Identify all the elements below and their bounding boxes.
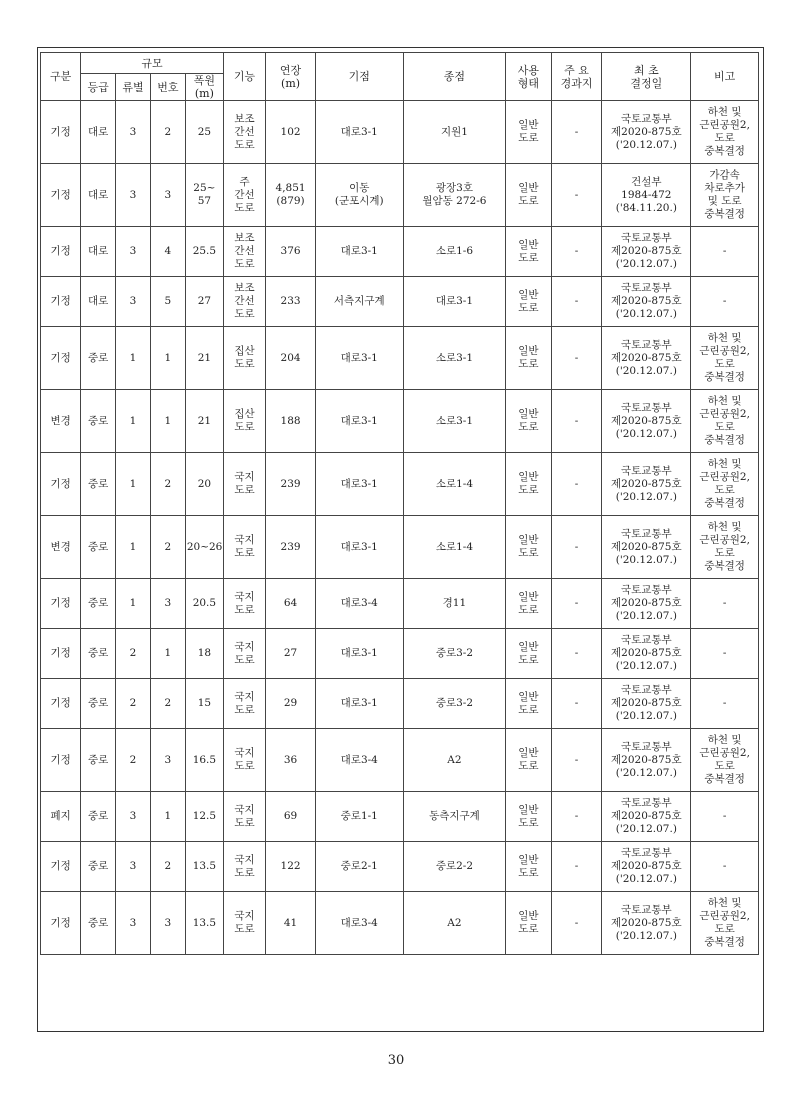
cell-width: 21 xyxy=(185,390,223,453)
cell-via: - xyxy=(551,516,602,579)
cell-end: 대로3-1 xyxy=(403,277,506,327)
cell-length: 188 xyxy=(266,390,316,453)
cell-end: A2 xyxy=(403,729,506,792)
cell-function: 국지 도로 xyxy=(223,892,265,955)
cell-length: 204 xyxy=(266,327,316,390)
cell-via: - xyxy=(551,729,602,792)
cell-width: 13.5 xyxy=(185,842,223,892)
cell-start: 대로3-1 xyxy=(315,227,403,277)
cell-division: 기정 xyxy=(41,579,81,629)
cell-start: 대로3-1 xyxy=(315,101,403,164)
cell-number: 3 xyxy=(150,164,185,227)
header-start: 기점 xyxy=(315,53,403,101)
cell-grade: 대로 xyxy=(81,164,116,227)
cell-decision: 국토교통부 제2020-875호 ('20.12.07.) xyxy=(602,390,691,453)
cell-type: 1 xyxy=(116,516,151,579)
cell-type: 3 xyxy=(116,101,151,164)
cell-function: 집산 도로 xyxy=(223,390,265,453)
cell-usage: 일반 도로 xyxy=(506,277,551,327)
cell-grade: 중로 xyxy=(81,892,116,955)
page-number: 30 xyxy=(387,1053,405,1068)
cell-number: 5 xyxy=(150,277,185,327)
table-row xyxy=(41,729,759,792)
header-number: 번호 xyxy=(150,74,185,101)
cell-via: - xyxy=(551,842,602,892)
cell-type: 2 xyxy=(116,729,151,792)
cell-division: 기정 xyxy=(41,277,81,327)
cell-start: 서측지구계 xyxy=(315,277,403,327)
cell-via: - xyxy=(551,629,602,679)
cell-function: 국지 도로 xyxy=(223,629,265,679)
cell-decision: 국토교통부 제2020-875호 ('20.12.07.) xyxy=(602,327,691,390)
cell-length: 64 xyxy=(266,579,316,629)
cell-function: 국지 도로 xyxy=(223,679,265,729)
cell-width: 15 xyxy=(185,679,223,729)
cell-division: 기정 xyxy=(41,101,81,164)
cell-type: 1 xyxy=(116,453,151,516)
cell-remarks: - xyxy=(691,277,759,327)
cell-via: - xyxy=(551,327,602,390)
cell-decision: 국토교통부 제2020-875호 ('20.12.07.) xyxy=(602,516,691,579)
cell-decision: 국토교통부 제2020-875호 ('20.12.07.) xyxy=(602,842,691,892)
cell-end: 지원1 xyxy=(403,101,506,164)
cell-length: 27 xyxy=(266,629,316,679)
cell-remarks: 하천 및 근린공원2, 도로 중복결정 xyxy=(691,327,759,390)
cell-length: 233 xyxy=(266,277,316,327)
cell-remarks: 하천 및 근린공원2, 도로 중복결정 xyxy=(691,453,759,516)
cell-length: 239 xyxy=(266,453,316,516)
cell-grade: 대로 xyxy=(81,227,116,277)
cell-remarks: 하천 및 근린공원2, 도로 중복결정 xyxy=(691,516,759,579)
cell-division: 기정 xyxy=(41,679,81,729)
cell-division: 기정 xyxy=(41,227,81,277)
cell-division: 폐지 xyxy=(41,792,81,842)
cell-remarks: - xyxy=(691,227,759,277)
cell-remarks: 하천 및 근린공원2, 도로 중복결정 xyxy=(691,892,759,955)
cell-width: 16.5 xyxy=(185,729,223,792)
cell-end: 경11 xyxy=(403,579,506,629)
cell-width: 18 xyxy=(185,629,223,679)
cell-number: 4 xyxy=(150,227,185,277)
cell-via: - xyxy=(551,679,602,729)
cell-end: 중로2-2 xyxy=(403,842,506,892)
cell-width: 20.5 xyxy=(185,579,223,629)
cell-number: 2 xyxy=(150,516,185,579)
cell-length: 69 xyxy=(266,792,316,842)
cell-width: 20 xyxy=(185,453,223,516)
header-scale: 규모 xyxy=(81,53,224,74)
cell-end: 소로3-1 xyxy=(403,390,506,453)
cell-decision: 국토교통부 제2020-875호 ('20.12.07.) xyxy=(602,101,691,164)
header-function: 기능 xyxy=(223,53,265,101)
cell-number: 2 xyxy=(150,842,185,892)
cell-remarks: - xyxy=(691,629,759,679)
table-row xyxy=(41,164,759,227)
cell-width: 25.5 xyxy=(185,227,223,277)
cell-function: 주 간선 도로 xyxy=(223,164,265,227)
cell-function: 보조 간선 도로 xyxy=(223,277,265,327)
table-row xyxy=(41,792,759,842)
header-type: 류별 xyxy=(116,74,151,101)
cell-division: 기정 xyxy=(41,842,81,892)
cell-start: 대로3-1 xyxy=(315,453,403,516)
cell-grade: 중로 xyxy=(81,629,116,679)
cell-grade: 대로 xyxy=(81,277,116,327)
cell-usage: 일반 도로 xyxy=(506,729,551,792)
cell-usage: 일반 도로 xyxy=(506,579,551,629)
cell-length: 102 xyxy=(266,101,316,164)
cell-grade: 중로 xyxy=(81,453,116,516)
cell-end: 소로1-4 xyxy=(403,516,506,579)
cell-decision: 국토교통부 제2020-875호 ('20.12.07.) xyxy=(602,277,691,327)
cell-type: 1 xyxy=(116,390,151,453)
cell-division: 변경 xyxy=(41,516,81,579)
cell-width: 25~ 57 xyxy=(185,164,223,227)
cell-start: 대로3-4 xyxy=(315,892,403,955)
cell-function: 국지 도로 xyxy=(223,729,265,792)
cell-usage: 일반 도로 xyxy=(506,327,551,390)
table-row xyxy=(41,892,759,955)
cell-decision: 건설부 1984-472 ('84.11.20.) xyxy=(602,164,691,227)
cell-start: 대로3-4 xyxy=(315,729,403,792)
cell-usage: 일반 도로 xyxy=(506,629,551,679)
cell-via: - xyxy=(551,101,602,164)
cell-start: 대로3-1 xyxy=(315,327,403,390)
cell-usage: 일반 도로 xyxy=(506,227,551,277)
cell-number: 1 xyxy=(150,390,185,453)
cell-number: 2 xyxy=(150,453,185,516)
cell-type: 2 xyxy=(116,679,151,729)
cell-length: 36 xyxy=(266,729,316,792)
cell-end: 중로3-2 xyxy=(403,679,506,729)
cell-via: - xyxy=(551,390,602,453)
cell-remarks: - xyxy=(691,579,759,629)
cell-decision: 국토교통부 제2020-875호 ('20.12.07.) xyxy=(602,892,691,955)
cell-grade: 중로 xyxy=(81,792,116,842)
road-table xyxy=(40,52,759,955)
cell-grade: 중로 xyxy=(81,390,116,453)
cell-usage: 일반 도로 xyxy=(506,892,551,955)
cell-number: 1 xyxy=(150,327,185,390)
cell-remarks: 하천 및 근린공원2, 도로 중복결정 xyxy=(691,101,759,164)
header-remarks: 비고 xyxy=(691,53,759,101)
cell-start: 중로2-1 xyxy=(315,842,403,892)
table-row xyxy=(41,101,759,164)
table-row xyxy=(41,629,759,679)
cell-function: 국지 도로 xyxy=(223,579,265,629)
cell-start: 대로3-1 xyxy=(315,390,403,453)
cell-number: 3 xyxy=(150,579,185,629)
cell-grade: 대로 xyxy=(81,101,116,164)
cell-type: 1 xyxy=(116,579,151,629)
cell-function: 국지 도로 xyxy=(223,792,265,842)
cell-grade: 중로 xyxy=(81,579,116,629)
cell-length: 41 xyxy=(266,892,316,955)
table-row xyxy=(41,679,759,729)
cell-grade: 중로 xyxy=(81,516,116,579)
cell-division: 변경 xyxy=(41,390,81,453)
cell-number: 3 xyxy=(150,892,185,955)
header-grade: 등급 xyxy=(81,74,116,101)
cell-function: 집산 도로 xyxy=(223,327,265,390)
cell-type: 3 xyxy=(116,792,151,842)
header-decision: 최 초 결정일 xyxy=(602,53,691,101)
cell-usage: 일반 도로 xyxy=(506,792,551,842)
cell-width: 12.5 xyxy=(185,792,223,842)
cell-type: 3 xyxy=(116,892,151,955)
cell-length: 122 xyxy=(266,842,316,892)
cell-length: 239 xyxy=(266,516,316,579)
cell-via: - xyxy=(551,892,602,955)
cell-usage: 일반 도로 xyxy=(506,679,551,729)
cell-end: 광장3호 월암동 272-6 xyxy=(403,164,506,227)
cell-remarks: - xyxy=(691,842,759,892)
cell-decision: 국토교통부 제2020-875호 ('20.12.07.) xyxy=(602,729,691,792)
cell-start: 대로3-1 xyxy=(315,679,403,729)
cell-remarks: 하천 및 근린공원2, 도로 중복결정 xyxy=(691,729,759,792)
cell-usage: 일반 도로 xyxy=(506,453,551,516)
table-row xyxy=(41,227,759,277)
cell-usage: 일반 도로 xyxy=(506,842,551,892)
cell-length: 376 xyxy=(266,227,316,277)
cell-number: 2 xyxy=(150,101,185,164)
cell-function: 국지 도로 xyxy=(223,842,265,892)
cell-decision: 국토교통부 제2020-875호 ('20.12.07.) xyxy=(602,453,691,516)
cell-grade: 중로 xyxy=(81,679,116,729)
header-usage: 사용 형태 xyxy=(506,53,551,101)
cell-end: A2 xyxy=(403,892,506,955)
cell-end: 소로3-1 xyxy=(403,327,506,390)
cell-remarks: - xyxy=(691,679,759,729)
header-division: 구분 xyxy=(41,53,81,101)
cell-grade: 중로 xyxy=(81,729,116,792)
cell-remarks: - xyxy=(691,792,759,842)
cell-decision: 국토교통부 제2020-875호 ('20.12.07.) xyxy=(602,227,691,277)
cell-start: 중로1-1 xyxy=(315,792,403,842)
cell-start: 대로3-1 xyxy=(315,516,403,579)
cell-usage: 일반 도로 xyxy=(506,164,551,227)
header-via: 주 요 경과지 xyxy=(551,53,602,101)
table-row xyxy=(41,277,759,327)
cell-end: 동측지구계 xyxy=(403,792,506,842)
cell-start: 대로3-4 xyxy=(315,579,403,629)
cell-usage: 일반 도로 xyxy=(506,390,551,453)
cell-width: 21 xyxy=(185,327,223,390)
cell-width: 25 xyxy=(185,101,223,164)
cell-via: - xyxy=(551,227,602,277)
cell-end: 소로1-4 xyxy=(403,453,506,516)
cell-division: 기정 xyxy=(41,729,81,792)
table-row xyxy=(41,579,759,629)
cell-length: 29 xyxy=(266,679,316,729)
cell-width: 13.5 xyxy=(185,892,223,955)
cell-number: 1 xyxy=(150,629,185,679)
cell-number: 1 xyxy=(150,792,185,842)
cell-decision: 국토교통부 제2020-875호 ('20.12.07.) xyxy=(602,792,691,842)
cell-usage: 일반 도로 xyxy=(506,516,551,579)
cell-type: 3 xyxy=(116,277,151,327)
cell-function: 보조 간선 도로 xyxy=(223,101,265,164)
cell-via: - xyxy=(551,277,602,327)
header-length: 연장 (m) xyxy=(266,53,316,101)
header-width: 폭원 (m) xyxy=(185,74,223,101)
cell-function: 보조 간선 도로 xyxy=(223,227,265,277)
table-row xyxy=(41,390,759,453)
cell-type: 1 xyxy=(116,327,151,390)
cell-division: 기정 xyxy=(41,164,81,227)
cell-via: - xyxy=(551,792,602,842)
cell-number: 3 xyxy=(150,729,185,792)
cell-division: 기정 xyxy=(41,892,81,955)
cell-division: 기정 xyxy=(41,629,81,679)
cell-type: 2 xyxy=(116,629,151,679)
cell-grade: 중로 xyxy=(81,842,116,892)
cell-start: 이동 (군포시계) xyxy=(315,164,403,227)
cell-via: - xyxy=(551,579,602,629)
cell-remarks: 가감속 차로추가 및 도로 중복결정 xyxy=(691,164,759,227)
table-row xyxy=(41,327,759,390)
cell-function: 국지 도로 xyxy=(223,516,265,579)
cell-type: 3 xyxy=(116,842,151,892)
cell-remarks: 하천 및 근린공원2, 도로 중복결정 xyxy=(691,390,759,453)
cell-start: 대로3-1 xyxy=(315,629,403,679)
table-row xyxy=(41,842,759,892)
cell-number: 2 xyxy=(150,679,185,729)
header-end: 종점 xyxy=(403,53,506,101)
cell-type: 3 xyxy=(116,164,151,227)
cell-width: 27 xyxy=(185,277,223,327)
cell-length: 4,851 (879) xyxy=(266,164,316,227)
cell-division: 기정 xyxy=(41,327,81,390)
cell-type: 3 xyxy=(116,227,151,277)
table-row xyxy=(41,516,759,579)
cell-function: 국지 도로 xyxy=(223,453,265,516)
cell-via: - xyxy=(551,164,602,227)
cell-usage: 일반 도로 xyxy=(506,101,551,164)
cell-decision: 국토교통부 제2020-875호 ('20.12.07.) xyxy=(602,629,691,679)
table-body xyxy=(41,101,759,955)
cell-width: 20~26 xyxy=(185,516,223,579)
cell-division: 기정 xyxy=(41,453,81,516)
cell-decision: 국토교통부 제2020-875호 ('20.12.07.) xyxy=(602,679,691,729)
cell-via: - xyxy=(551,453,602,516)
cell-grade: 중로 xyxy=(81,327,116,390)
cell-end: 소로1-6 xyxy=(403,227,506,277)
cell-end: 중로3-2 xyxy=(403,629,506,679)
cell-decision: 국토교통부 제2020-875호 ('20.12.07.) xyxy=(602,579,691,629)
table-row xyxy=(41,453,759,516)
